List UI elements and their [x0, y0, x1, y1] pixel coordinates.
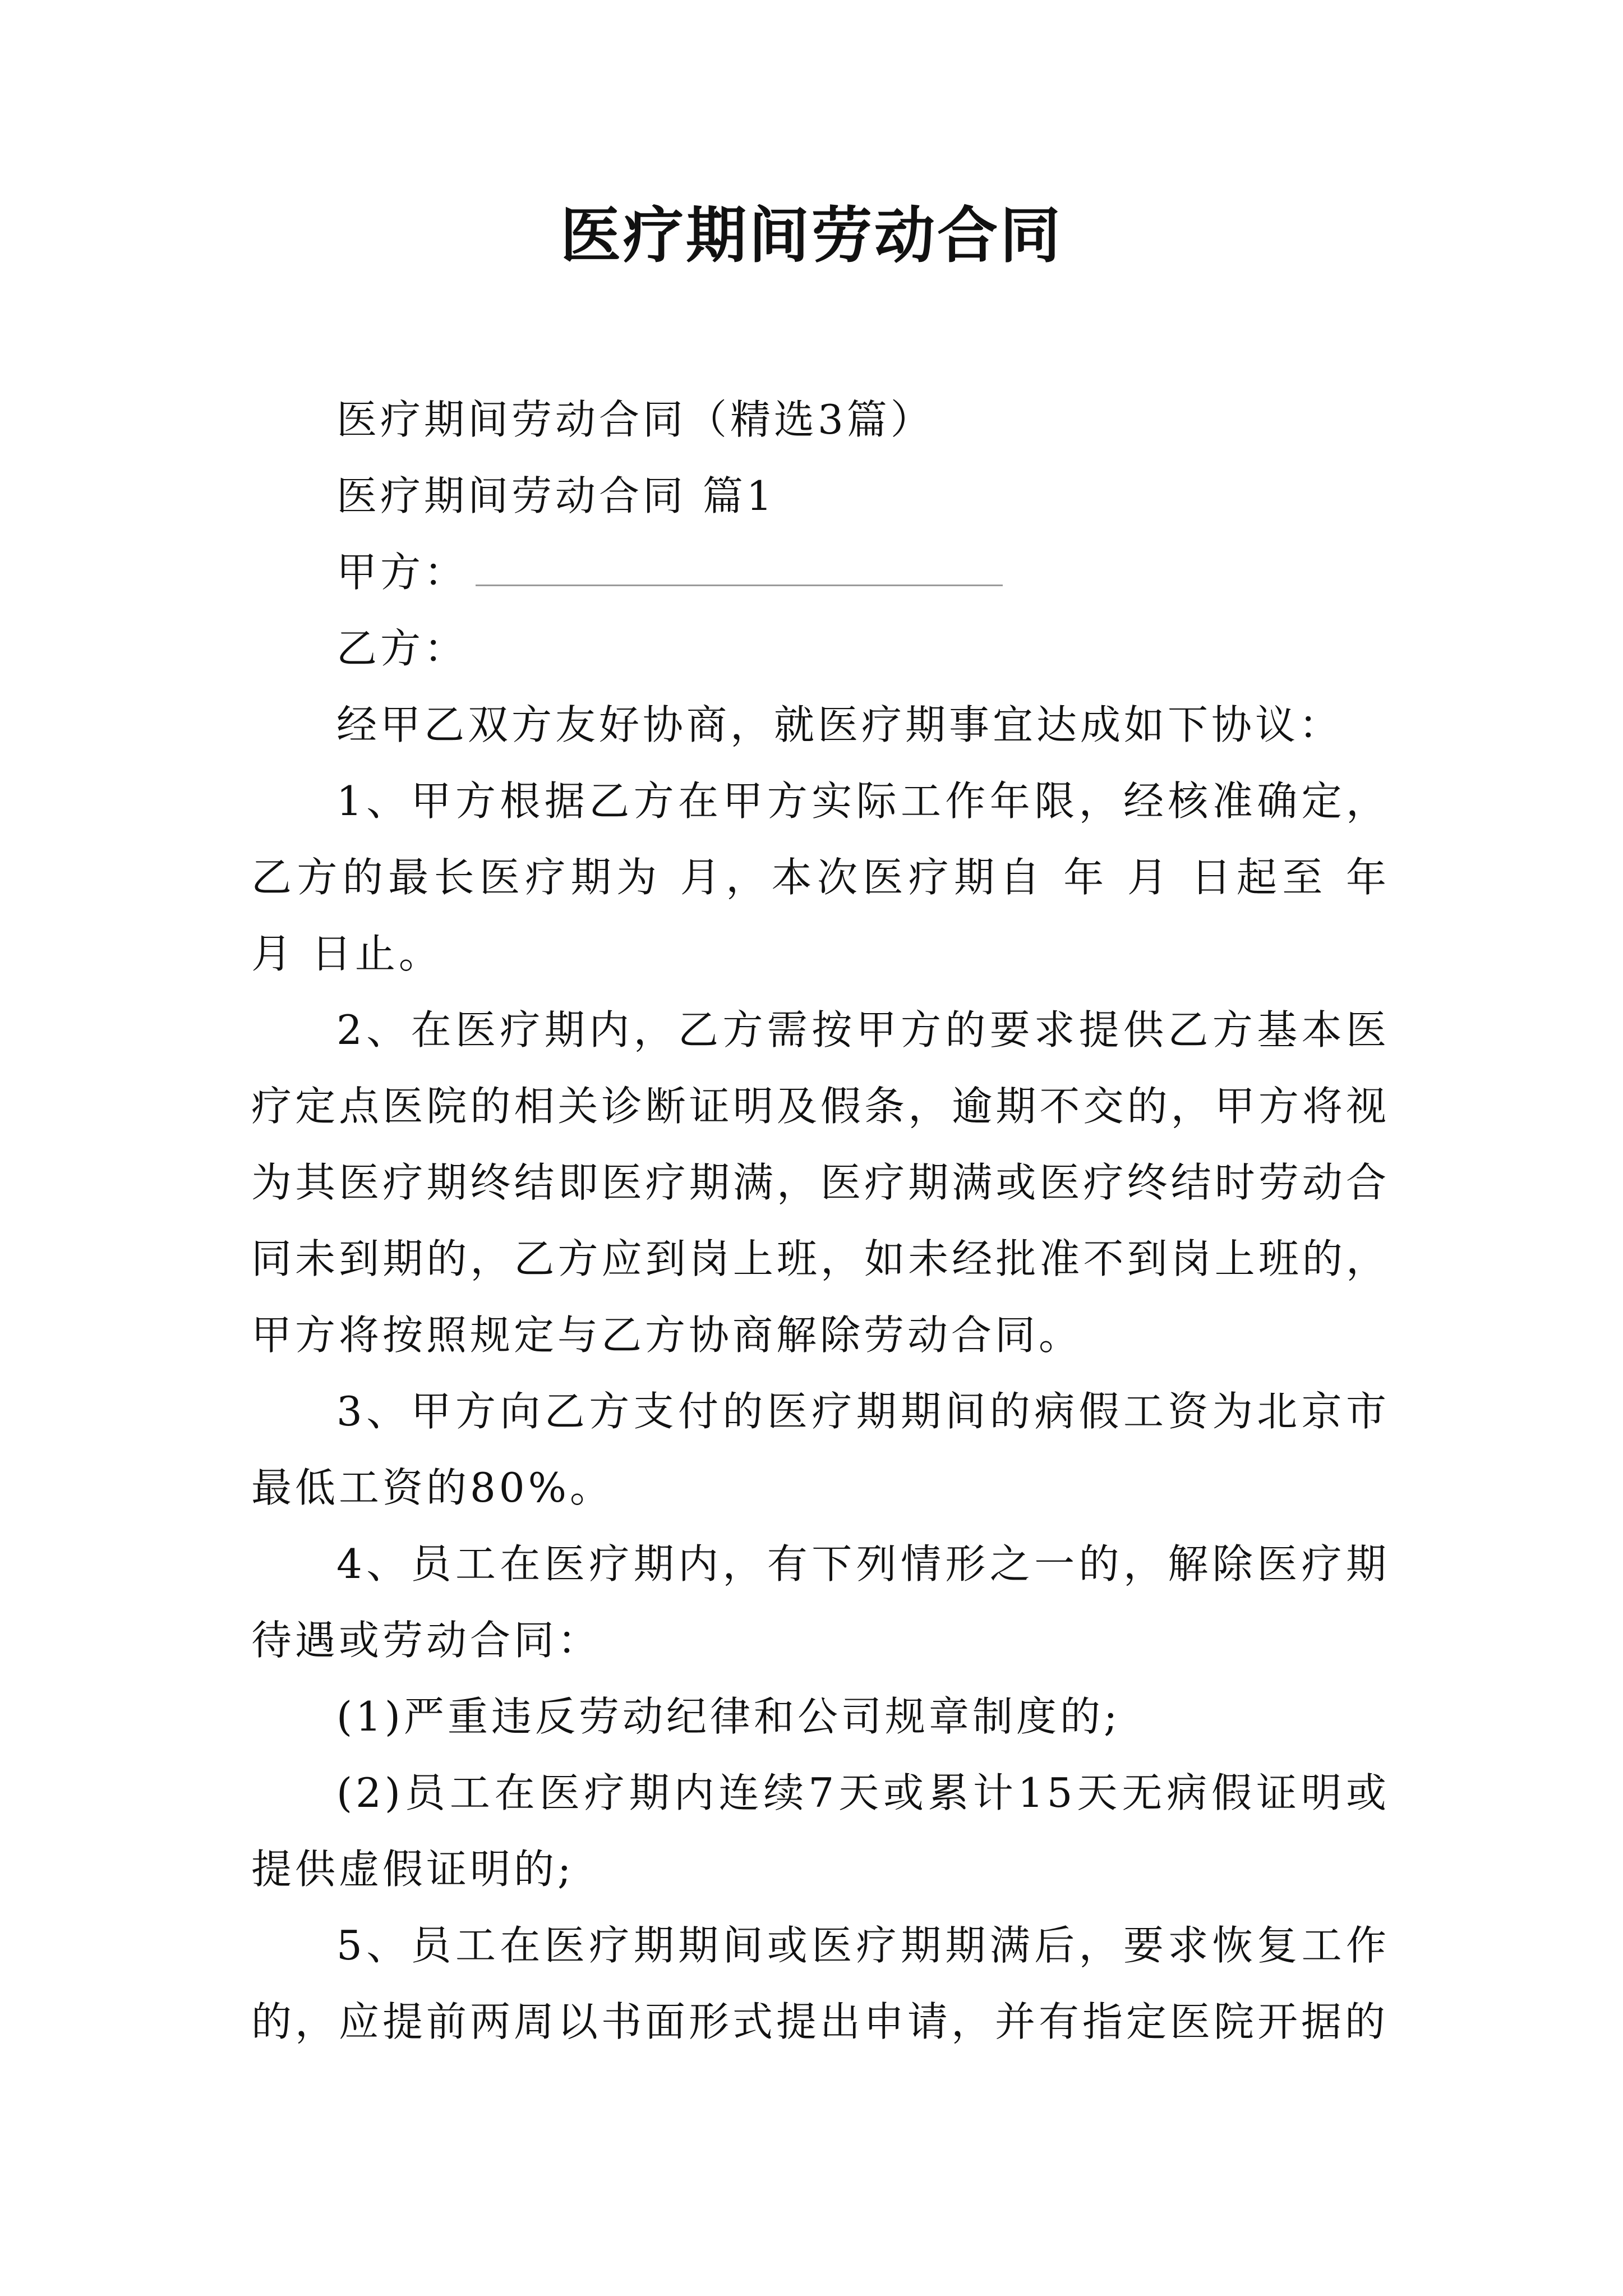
paragraph-clause-4-item-2: (2)员工在医疗期内连续7天或累计15天无病假证明或提供虚假证明的;	[251, 1769, 1390, 1893]
document-title: 医疗期间劳动合同	[560, 200, 1063, 271]
paragraph-clause-1: 1、甲方根据乙方在甲方实际工作年限，经核准确定，乙方的最长医疗期为 月，本次医疗期自 年 月 日起至 年 月 日止。	[251, 777, 1390, 977]
party-a-label: 甲方：	[336, 549, 468, 596]
paragraph-clause-5: 5、员工在医疗期期间或医疗期期满后，要求恢复工作的，应提前两周以书面形式提出申请，并有指定医院开据的	[251, 1922, 1390, 2045]
document-body	[251, 381, 1390, 2060]
paragraph-clause-4: 4、员工在医疗期内，有下列情形之一的，解除医疗期待遇或劳动合同：	[251, 1540, 1390, 1664]
party-a-blank-line	[476, 582, 1003, 586]
paragraph-clause-4-item-1: (1)严重违反劳动纪律和公司规章制度的;	[336, 1693, 1121, 1740]
paragraph-clause-2: 2、在医疗期内，乙方需按甲方的要求提供乙方基本医疗定点医院的相关诊断证明及假条，逾期不交的，甲方将视为其医疗期终结即医疗期满，医疗期满或医疗终结时劳动合同未到期的，乙方应到岗上班，如未经批准不到岗上班的，甲方将按照规定与乙方协商解除劳动合同。	[251, 1006, 1390, 1359]
paragraph-intro: 经甲乙双方友好协商，就医疗期事宜达成如下协议：	[336, 701, 1343, 748]
paragraph-section-heading: 医疗期间劳动合同 篇1	[336, 472, 776, 519]
paragraph-party-a	[251, 534, 1390, 610]
paragraph-subtitle: 医疗期间劳动合同（精选3篇）	[336, 396, 934, 443]
paragraph-clause-3: 3、甲方向乙方支付的医疗期期间的病假工资为北京市最低工资的80%。	[251, 1388, 1390, 1511]
paragraph-party-b: 乙方：	[336, 625, 468, 672]
